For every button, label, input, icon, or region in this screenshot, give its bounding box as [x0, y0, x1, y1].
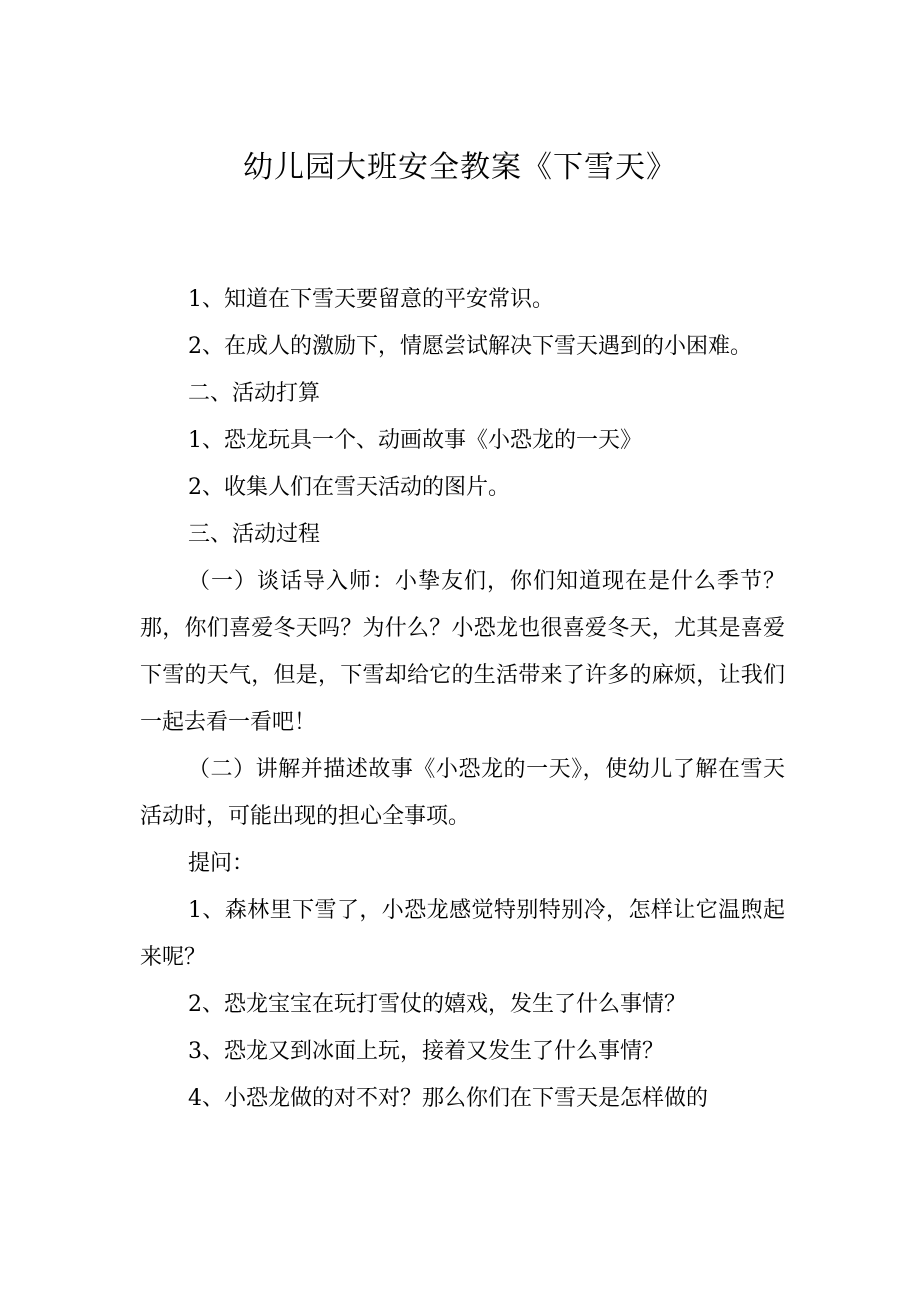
- paragraph-prep-1: 1、恐龙玩具一个、动画故事《小恐龙的一天》: [188, 428, 642, 453]
- paragraph-questions-label: 提问：: [188, 851, 255, 876]
- section-heading-preparation: 二、活动打算: [188, 381, 321, 406]
- paragraph-process-1: （一）谈话导入师：小挚友们，你们知道现在是什么季节？那，你们喜爱冬天吗？为什么？小恐龙也很喜爱冬天，尤其是喜爱下雪的天气，但是，下雪却给它的生活带来了许多的麻烦，让我们一起去看一看吧！: [140, 569, 785, 735]
- section-heading-process: 三、活动过程: [188, 522, 321, 547]
- paragraph-goal-2: 2、在成人的激励下，情愿尝试解决下雪天遇到的小困难。: [188, 334, 752, 359]
- paragraph-question-4: 4、小恐龙做的对不对？那么你们在下雪天是怎样做的: [188, 1086, 708, 1111]
- document-body: [140, 276, 785, 1122]
- paragraph-question-1: 1、森林里下雪了，小恐龙感觉特别特别冷，怎样让它温煦起来呢？: [140, 898, 785, 970]
- paragraph-goal-1: 1、知道在下雪天要留意的平安常识。: [188, 287, 554, 312]
- paragraph-question-2: 2、恐龙宝宝在玩打雪仗的嬉戏，发生了什么事情？: [188, 992, 686, 1017]
- paragraph-prep-2: 2、收集人们在雪天活动的图片。: [188, 475, 510, 500]
- paragraph-process-2: （二）讲解并描述故事《小恐龙的一天》，使幼儿了解在雪天活动时，可能出现的担心全事项。: [140, 757, 785, 829]
- document-title: 幼儿园大班安全教案《下雪天》: [243, 150, 677, 185]
- paragraph-question-3: 3、恐龙又到冰面上玩，接着又发生了什么事情？: [188, 1039, 664, 1064]
